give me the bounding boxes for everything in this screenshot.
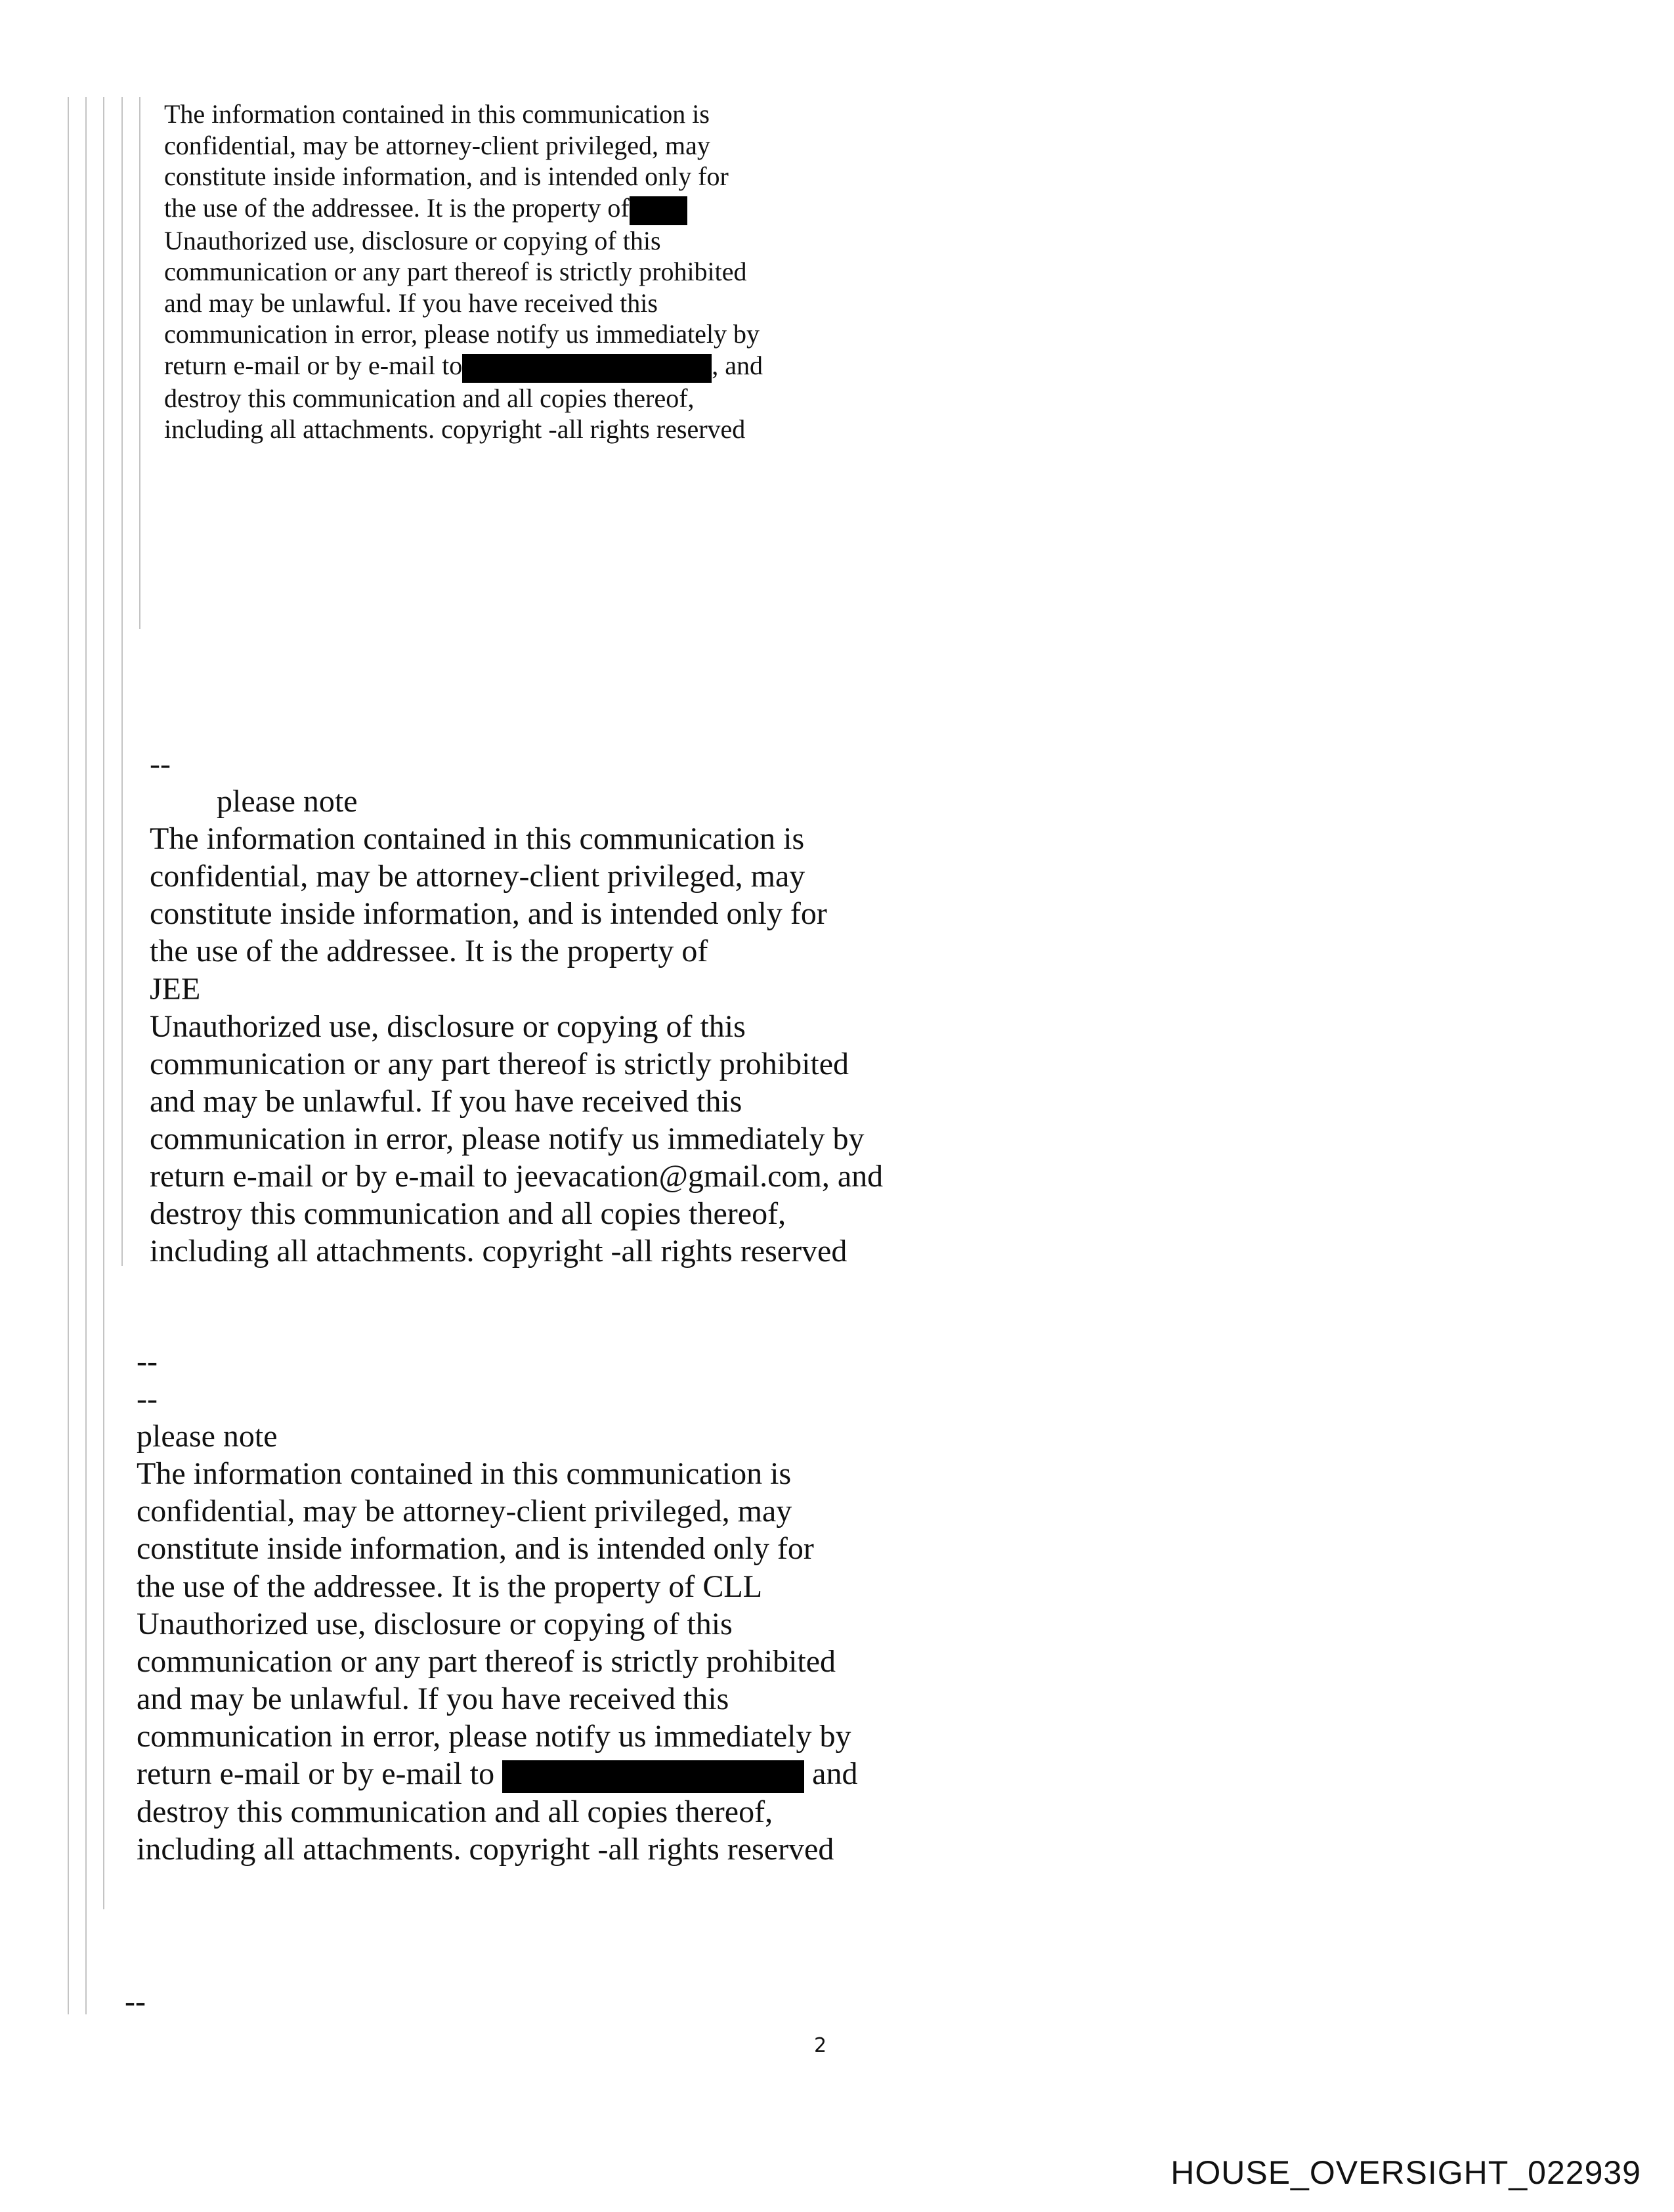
quote-bar [85, 97, 87, 2014]
text-line: and may be unlawful. If you have received this [164, 288, 658, 318]
text-line: the use of the addressee. It is the property of CLL [137, 1569, 763, 1604]
text-line: constitute inside information, and is intended only for [137, 1531, 814, 1567]
text-line: destroy this communication and all copies thereof, [137, 1794, 773, 1830]
text-line: communication or any part thereof is strictly prohibited [164, 257, 747, 287]
text-line: Unauthorized use, disclosure or copying of this [137, 1606, 733, 1641]
disclaimer-block-1 [164, 98, 763, 445]
text-segment: , and [712, 350, 763, 380]
text-line: confidential, may be attorney-client privileged, may [164, 130, 710, 160]
text-line: the use of the addressee. It is the property of [150, 934, 708, 969]
text-line: communication or any part thereof is strictly prohibited [137, 1643, 836, 1679]
please-note-label: please note [217, 784, 358, 819]
quote-bar [121, 97, 123, 1266]
quote-bar [68, 97, 69, 2014]
disclaimer-block-3 [137, 1343, 857, 1868]
text-segment: the use of the addressee. It is the property of [164, 192, 630, 223]
text-line: destroy this communication and all copies thereof, [150, 1196, 786, 1232]
redaction-box [502, 1760, 804, 1793]
quote-bar [139, 97, 140, 629]
text-line: including all attachments. copyright -all rights reserved [137, 1832, 834, 1867]
text-line: constitute inside information, and is intended only for [150, 896, 827, 932]
text-line: constitute inside information, and is intended only for [164, 162, 729, 192]
separator-dash: -- [137, 1344, 158, 1379]
text-line: Unauthorized use, disclosure or copying of this [150, 1008, 746, 1044]
quote-bar [103, 97, 104, 1909]
text-line: and may be unlawful. If you have received this [150, 1083, 742, 1119]
text-line [164, 350, 763, 383]
text-line: including all attachments. copyright -all rights reserved [150, 1234, 848, 1269]
text-line [137, 1755, 857, 1793]
page-number: 2 [814, 2034, 827, 2057]
text-line: The information contained in this communication is [137, 1456, 792, 1492]
text-line: destroy this communication and all copies thereof, [164, 383, 695, 413]
text-line: including all attachments. copyright -all rights reserved [164, 414, 746, 445]
text-line: return e-mail or by e-mail to jeevacation@gmail.com, and [150, 1159, 884, 1194]
text-line: communication or any part thereof is strictly prohibited [150, 1046, 849, 1081]
text-line: The information contained in this communication is [150, 821, 805, 857]
separator-dash: -- [150, 747, 171, 781]
text-segment: and [812, 1756, 858, 1792]
text-line: Unauthorized use, disclosure or copying of this [164, 225, 661, 255]
text-line: and may be unlawful. If you have received this [137, 1681, 729, 1716]
bates-number: HOUSE_OVERSIGHT_022939 [1170, 2154, 1641, 2191]
text-line: confidential, may be attorney-client privileged, may [137, 1494, 792, 1529]
text-segment: return e-mail or by e-mail to [137, 1756, 495, 1792]
text-line: JEE [150, 971, 201, 1007]
text-line: The information contained in this communication is [164, 99, 710, 129]
redaction-box [462, 354, 712, 383]
redaction-box [630, 196, 687, 225]
text-line: communication in error, please notify us immediately by [150, 1121, 865, 1156]
separator-dash: -- [125, 1984, 146, 2019]
text-line: confidential, may be attorney-client privileged, may [150, 859, 805, 894]
text-segment: return e-mail or by e-mail to [164, 350, 463, 380]
disclaimer-block-2 [150, 745, 883, 1270]
text-line: communication in error, please notify us immediately by [137, 1718, 851, 1754]
separator-dash: -- [137, 1381, 158, 1417]
please-note-label: please note [137, 1419, 278, 1454]
text-line [164, 192, 763, 225]
text-line: communication in error, please notify us immediately by [164, 319, 760, 349]
